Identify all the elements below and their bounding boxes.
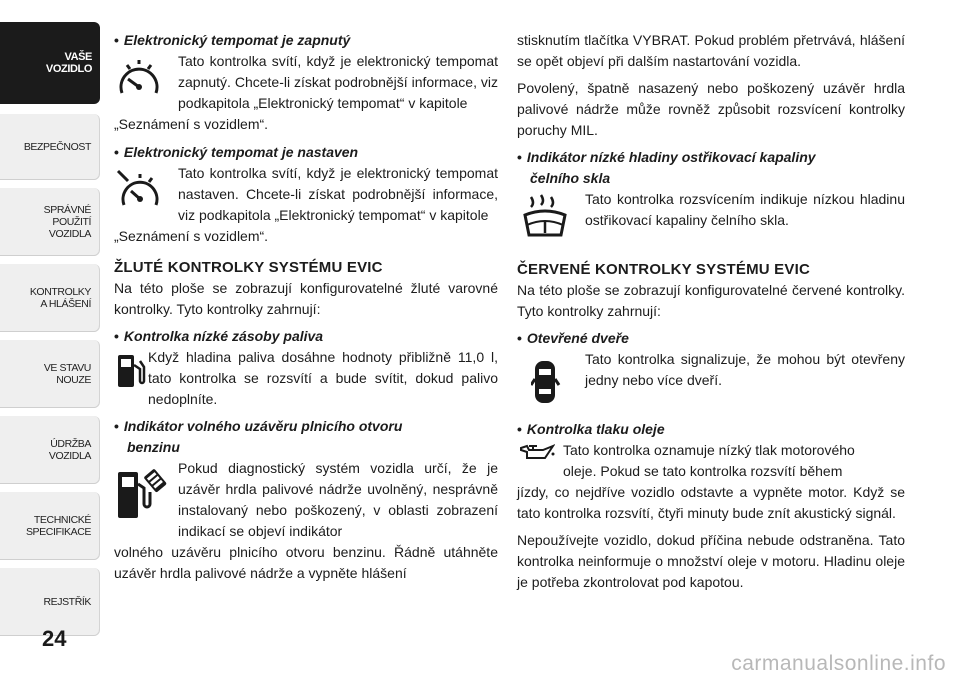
no-drive-text: Nepoužívejte vozidlo, dokud příčina nebude odstraněna. Tato kontrolka neinformuje o množství oleje v motoru. Hladinu oleje je potřeba zkontrolovat pod kapotou. bbox=[517, 532, 905, 590]
speedometer-icon bbox=[116, 57, 162, 101]
washer-block: Tato kontrolka rozsvícením indikuje nízkou hladinu ostřikovací kapaliny čelního skla. bbox=[517, 189, 905, 243]
continuation-text: stisknutím tlačítka VYBRAT. Pokud problém přetrvává, hlášení se opět objeví při dalším nastartování vozidla. bbox=[517, 32, 905, 69]
oil-pressure-heading: • Kontrolka tlaku oleje bbox=[517, 421, 665, 437]
washer-fluid-icon bbox=[521, 193, 569, 239]
door-open-block: Tato kontrolka signalizuje, že mohou být otevřeny jedny nebo více dveří. bbox=[517, 349, 905, 413]
washer-heading-2: čelního skla bbox=[530, 170, 611, 186]
loose-cap-block: Pokud diagnostický systém vozidla určí, že je uzávěr hrdla palivové nádrže uvolněný, nesprávně instalovaný nebo poškozený, v oblasti zobrazení indikací se objeví indikátor volného uzávěru plnicího otvoru benzinu. Řádně utáhněte uzávěr hrdla palivové nádrže a vypněte hlášení bbox=[114, 460, 498, 581]
oil-can-icon bbox=[519, 442, 555, 460]
door-open-icon bbox=[531, 359, 561, 405]
tab-vase-vozidlo[interactable]: VAŠE VOZIDLO bbox=[0, 22, 100, 104]
damaged-cap-text: Povolený, špatně nasazený nebo poškozený uzávěr hrdla palivové nádrže může rovněž způsobit rozsvícení kontrolky poruchy MIL. bbox=[517, 80, 905, 138]
yellow-section-intro: Na této ploše se zobrazují konfigurovatelné žluté varovné kontrolky. Tyto kontrolky zahrnují: bbox=[114, 280, 498, 317]
loose-cap-heading-2: benzinu bbox=[127, 439, 180, 455]
tab-kontrolky[interactable]: KONTROLKY A HLÁŠENÍ bbox=[0, 264, 100, 332]
tab-udrzba[interactable]: ÚDRŽBA VOZIDLA bbox=[0, 416, 100, 484]
fuel-pump-icon bbox=[116, 351, 146, 391]
door-open-heading: • Otevřené dveře bbox=[517, 330, 629, 346]
cruise-set-block: Tato kontrolka svítí, když je elektronický tempomat nastaven. Chcete-li získat podrobnější informace, viz podkapitola „Elektronický tempomat“ v kapitole „Seznámení s vozidlem“. bbox=[114, 165, 498, 244]
cruise-on-block: Tato kontrolka svítí, když je elektronický tempomat zapnutý. Chcete-li získat podrobnější informace, viz podkapitola „Elektronický tempomat“ v kapitole „Seznámení s vozidlem“. bbox=[114, 53, 498, 132]
tab-spravne-pouziti[interactable]: SPRÁVNÉ POUŽITÍ VOZIDLA bbox=[0, 188, 100, 256]
left-column bbox=[114, 30, 498, 584]
tab-rejstrik[interactable]: REJSTŘÍK bbox=[0, 568, 100, 636]
right-column bbox=[517, 30, 905, 593]
low-fuel-heading: • Kontrolka nízké zásoby paliva bbox=[114, 328, 324, 344]
oil-pressure-block: Tato kontrolka oznamuje nízký tlak motorového oleje. Pokud se tato kontrolka rozsvítí během jízdy, co nejdříve vozidlo odstavte a vypněte motor. Když se tato kontrolka rozsvítí, čtyři minuty bude znít akustický signál. bbox=[517, 442, 905, 521]
cruise-set-heading: • Elektronický tempomat je nastaven bbox=[114, 144, 359, 160]
cruise-on-heading: • Elektronický tempomat je zapnutý bbox=[114, 32, 351, 48]
loose-cap-heading: • Indikátor volného uzávěru plnicího otvoru bbox=[114, 418, 403, 434]
yellow-section-title: ŽLUTÉ KONTROLKY SYSTÉMU EVIC bbox=[114, 259, 383, 276]
watermark: carmanualsonline.info bbox=[731, 652, 946, 675]
red-section-intro: Na této ploše se zobrazují konfigurovatelné červené kontrolky. Tyto kontrolky zahrnují: bbox=[517, 282, 905, 319]
page-number: 24 bbox=[42, 626, 67, 651]
tab-ve-stavu-nouze[interactable]: VE STAVU NOUZE bbox=[0, 340, 100, 408]
low-fuel-block: Když hladina paliva dosáhne hodnoty přibližně 11,0 l, tato kontrolka se rozsvítí a bude svítit, dokud palivo nedoplníte. bbox=[114, 347, 498, 410]
red-section-title: ČERVENÉ KONTROLKY SYSTÉMU EVIC bbox=[517, 261, 810, 278]
tab-bezpecnost[interactable]: BEZPEČNOST bbox=[0, 114, 100, 180]
speedometer-set-icon bbox=[116, 169, 162, 213]
washer-heading: • Indikátor nízké hladiny ostřikovací kapaliny bbox=[517, 149, 816, 165]
tab-technicke-specifikace[interactable]: TECHNICKÉ SPECIFIKACE bbox=[0, 492, 100, 560]
fuel-cap-icon bbox=[116, 462, 168, 524]
